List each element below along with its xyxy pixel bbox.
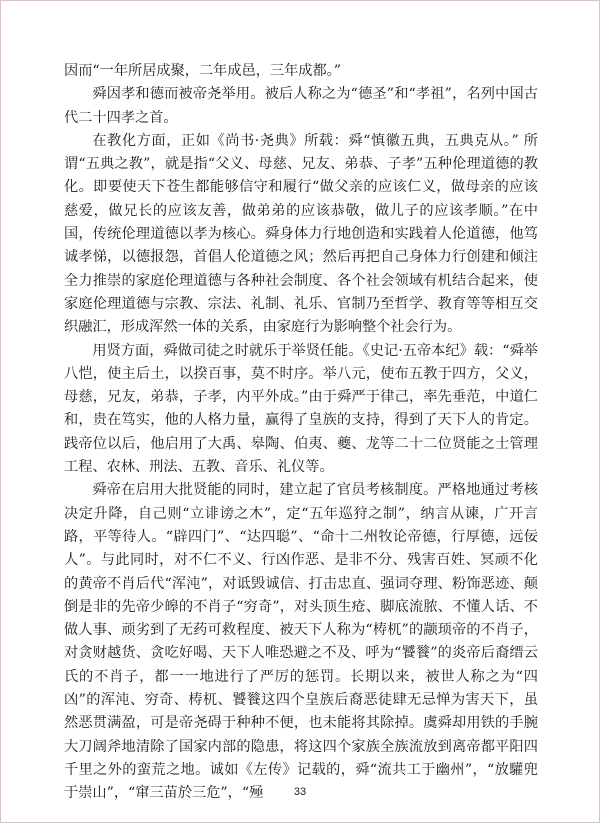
page-number: 33 [293, 786, 307, 798]
paragraph: 用贤方面，舜做司徒之时就乐于举贤任能。《史记·五帝本纪》载：“舜举八恺，使主后土，以揆百事，莫不时序。举八元，使布五教于四方，父义，母慈，兄友，弟恭，子孝，内平外成。”由于舜严于律己，率先垂范，中道仁和，贵在笃实，他的人格力量，赢得了皇族的支持，得到了天下人的肯定。践帝位以后，他启用了大禹、皋陶、伯夷、夔、龙等二十二位贤能之士管理工程、农林、刑法、五教、音乐、礼仪等。 [64, 342, 538, 476]
paragraph: 舜帝在启用大批贤能的同时，建立起了官员考核制度。严格地通过考核决定升降，自己则“立诽谤之木”，定“五年巡狩之制”，纳言从谏，广开言路，平等待人。“辟四门”、“达四聪”、“命十二州牧论帝德，行厚德，远佞人”。与此同时，对不仁不义、行凶作恶、是非不分、残害百姓、冥顽不化的黄帝不肖后代“浑沌”，对诋毁诚信、打击忠直、强词夺理、粉饰恶迹、颠倒是非的先帝少皞的不肖子“穷奇”，对头顶生疮、脚底流脓、不懂人话、不做人事、顽劣到了无药可救程度、被天下人称为“梼杌”的颛顼帝的不肖子，对贪财越货、贪吃好喝、天下人唯恐避之不及、呼为“饕餮”的炎帝后裔缙云氏的不肖子，都一一地进行了严厉的惩罚。长期以来，被世人称之为“四凶”的浑沌、穷奇、梼杌、饕餮这四个皇族后裔恶徒肆无忌惮为害天下，虽然恶贯满盈，可是帝尧碍于种种不便，也未能将其除掉。虞舜却用铁的手腕大刀阔斧地清除了国家内部的隐患，将这四个家族全族流放到离帝都平阳四千里之外的蛮荒之地。诚如《左传》记载的，舜“流共工于幽州”，“放驩兜于崇山”，“窜三苗於三危”，“殛 [64, 482, 538, 802]
paragraph: 舜因孝和德而被帝尧举用。被后人称之为“德圣”和“孝祖”，名列中国古代二十四孝之首。 [64, 86, 538, 126]
paragraph: 因而“一年所居成聚，二年成邑，三年成都。” [64, 63, 341, 79]
paragraph: 在教化方面，正如《尚书·尧典》所载：舜“慎徽五典，五典克从。” 所谓“五典之教”，就是指“父义、母慈、兄友、弟恭、子孝”五种伦理道德的教化。即要使天下苍生都能够信守和履行“做父亲的应该仁义，做母亲的应该慈爱，做兄长的应该友善，做弟弟的应该恭敬，做儿子的应该孝顺。”在中国，传统伦理道德以孝为核心。舜身体力行地创造和实践着人伦道德，他笃诚孝悌，以德报怨，首倡人伦道德之风；然后再把自己身体力行创建和倾注全力推崇的家庭伦理道德与各种社会制度、各个社会领域有机结合起来，使家庭伦理道德与宗教、宗法、礼制、礼乐、官制乃至哲学、教育等等相互交织融汇，形成浑然一体的关系，由家庭行为影响整个社会行为。 [64, 132, 538, 336]
document-body [64, 60, 538, 806]
